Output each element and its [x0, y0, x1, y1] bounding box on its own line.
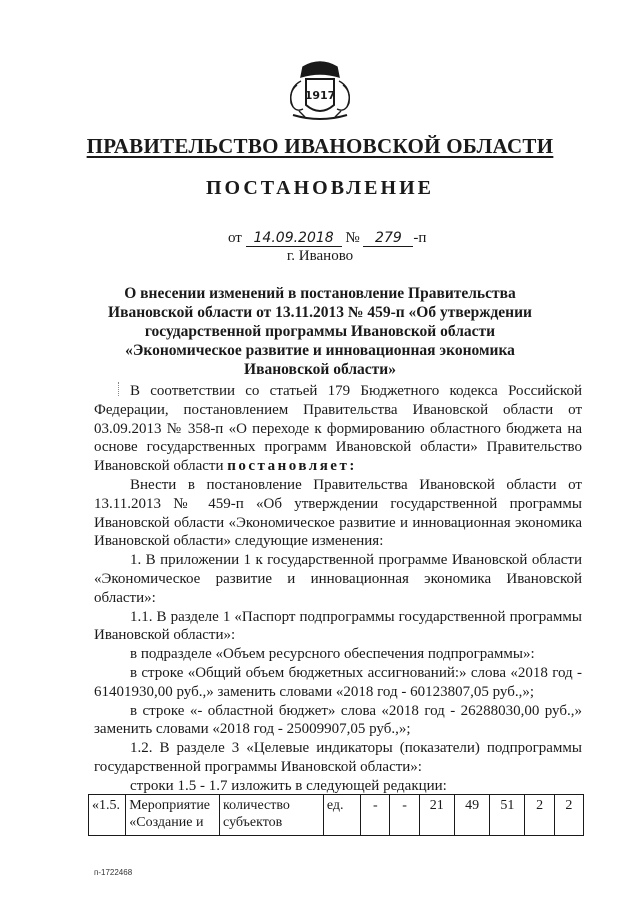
table-cell: 2 [554, 795, 583, 836]
coat-of-arms-emblem [283, 57, 357, 123]
document-body [94, 382, 582, 796]
document-type-heading: ПОСТАНОВЛЕНИЕ [206, 177, 434, 199]
paragraph: 1.2. В разделе 3 «Целевые индикаторы (показатели) подпрограммы государственной программы Ивановской области»: [94, 740, 582, 775]
resolution-word: постановляет: [227, 458, 357, 475]
handwritten-number: 279 [363, 230, 413, 247]
table-cell: 2 [525, 795, 554, 836]
table-cell: «1.5. [89, 795, 126, 836]
table-cell: 51 [490, 795, 525, 836]
city-line: г. Иваново [286, 248, 354, 264]
table-cell: 21 [419, 795, 454, 836]
document-title: О внесении изменений в постановление Правительства Ивановской области от 13.11.2013 № 459-п «Об утверждении государственной программы Ивановской области «Экономическое развитие и инновационная экономика Ивановской области» [108, 285, 532, 378]
paragraph: 1.1. В разделе 1 «Паспорт подпрограммы государственной программы Ивановской области»: [94, 608, 582, 644]
document-code: п-1722468 [94, 868, 133, 877]
table-cell: - [361, 795, 390, 836]
handwritten-date: 14.09.2018 [246, 230, 342, 247]
indicators-table [88, 794, 584, 836]
paragraph: в строке «Общий объем бюджетных ассигнований:» слова «2018 год - 61401930,00 руб.,» заменить словами «2018 год - 60123807,05 руб.,»; [94, 664, 582, 700]
date-number-line [228, 230, 426, 247]
paragraph: 1. В приложении 1 к государственной программе Ивановской области «Экономическое развитие и инновационная экономика Ивановской области»: [94, 552, 582, 606]
table-cell: количество субъектов [220, 795, 324, 836]
paragraph: в строке «- областной бюджет» слова «2018 год - 26288030,00 руб.,» заменить словами «2018 год - 25009907,05 руб.,»; [94, 702, 582, 738]
number-sign: № [345, 230, 360, 246]
table-row [89, 795, 584, 836]
paragraph: в подразделе «Объем ресурсного обеспечения подпрограммы»: [130, 646, 535, 663]
table-cell: - [390, 795, 419, 836]
paragraph: В соответствии со статьей 179 Бюджетного кодекса Российской Федерации, постановлением Правительства Ивановской области от 03.09.2013 № 358-п «О переходе к формированию областного бюджета на основе государственных программ Ивановской области» Правительство Ивановской области постановляет: [94, 383, 582, 475]
number-suffix: -п [413, 230, 427, 246]
date-prefix: от [228, 230, 242, 246]
paragraph: Внести в постановление Правительства Ивановской области от 13.11.2013 № 459-п «Об утверждении государственной программы Ивановской области «Экономическое развитие и инновационная экономика Ивановской области» следующие изменения: [94, 476, 582, 550]
table-cell: Мероприятие «Создание и [126, 795, 220, 836]
table-cell: ед. [323, 795, 360, 836]
table-cell: 49 [454, 795, 489, 836]
paragraph: строки 1.5 - 1.7 изложить в следующей редакции: [130, 777, 447, 794]
government-heading: ПРАВИТЕЛЬСТВО ИВАНОВСКОЙ ОБЛАСТИ [86, 134, 554, 158]
svg-text:1917: 1917 [304, 89, 336, 102]
